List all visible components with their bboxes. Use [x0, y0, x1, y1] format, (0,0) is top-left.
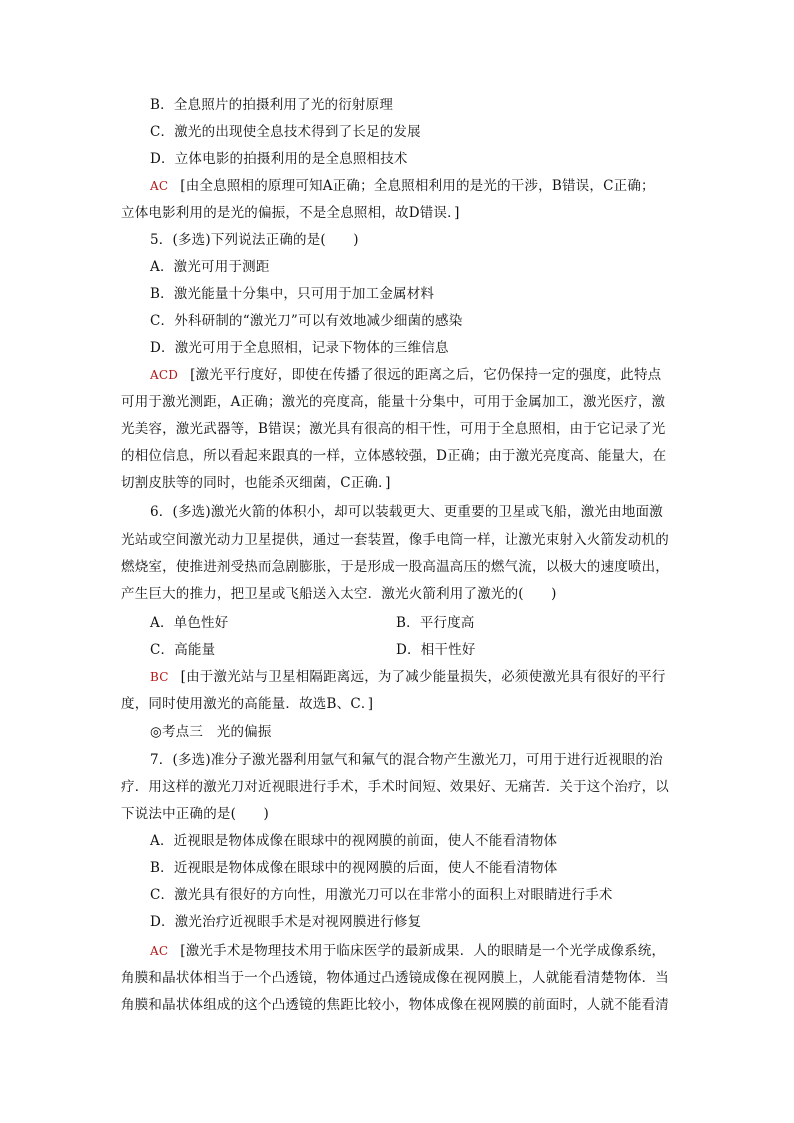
q5-stem: 5．(多选)下列说法正确的是( ): [150, 232, 359, 248]
q7-stem-line-3: 下说法中正确的是( ): [121, 806, 269, 822]
answer-key: ACD: [150, 368, 179, 382]
answer-explanation: [激光手术是物理技术用于临床医学的最新成果．人的眼睛是一个光学成像系统，: [180, 943, 666, 959]
q6-option-b: B．平行度高: [396, 615, 475, 631]
q6-option-a: A．单色性好: [150, 615, 229, 631]
q6-stem-line-1: 6．(多选)激光火箭的体积小，却可以装载更大、更重要的卫星或飞船，激光由地面激: [150, 504, 663, 520]
q7-answer-line-1: [150, 942, 665, 960]
q5-option-d: D．激光可用于全息照相，记录下物体的三维信息: [150, 340, 449, 356]
q7-answer-line-3: 角膜和晶状体组成的这个凸透镜的焦距比较小，物体成像在视网膜的前面时，人就不能看清: [121, 997, 669, 1013]
q6-option-d: D．相干性好: [396, 642, 476, 658]
q4-option-d: D．立体电影的拍摄利用的是全息照相技术: [150, 151, 408, 167]
q6-answer-line-2: 度，同时使用激光的高能量．故选B、C．]: [121, 696, 374, 712]
q5-answer-line-4: 的相位信息，所以看起来跟真的一样，立体感较强，D正确；由于激光亮度高、能量大，在: [121, 448, 667, 464]
answer-key: BC: [150, 670, 169, 684]
q7-option-a: A．近视眼是物体成像在眼球中的视网膜的前面，使人不能看清物体: [150, 833, 558, 849]
section-heading: ◎考点三 光的偏振: [150, 724, 272, 740]
q7-stem-line-1: 7．(多选)准分子激光器利用氩气和氟气的混合物产生激光刀，可用于进行近视眼的治: [150, 752, 663, 768]
answer-explanation: [激光平行度好，即使在传播了很远的距离之后，它仍保持一定的强度，此特点: [190, 367, 662, 383]
q4-option-b: B．全息照片的拍摄利用了光的衍射原理: [150, 97, 394, 113]
q6-stem-line-4: 产生巨大的推力，把卫星或飞船送入太空．激光火箭利用了激光的( ): [121, 586, 557, 602]
q5-option-b: B．激光能量十分集中，只可用于加工金属材料: [150, 286, 435, 302]
q7-option-c: C．激光具有很好的方向性，用激光刀可以在非常小的面积上对眼睛进行手术: [150, 887, 613, 903]
q7-option-b: B．近视眼是物体成像在眼球中的视网膜的后面，使人不能看清物体: [150, 860, 558, 876]
answer-key: AC: [150, 944, 169, 958]
q5-option-c: C．外科研制的“激光刀”可以有效地减少细菌的感染: [150, 313, 463, 329]
answer-key: AC: [150, 179, 169, 193]
q7-option-d: D．激光治疗近视眼手术是对视网膜进行修复: [150, 914, 422, 930]
q5-answer-line-3: 光美容，激光武器等，B错误；激光具有很高的相干性，可用于全息照相，由于它记录了光: [121, 421, 666, 437]
q5-answer-line-1: [150, 366, 661, 384]
q4-answer-line-2: 立体电影利用的是光的偏振，不是全息照相，故D错误．]: [121, 205, 460, 221]
answer-explanation: [由全息照相的原理可知A正确；全息照相利用的是光的干涉，B错误，C正确；: [180, 178, 655, 194]
q5-answer-line-2: 可用于激光测距，A正确；激光的亮度高，能量十分集中，可用于金属加工，激光医疗，激: [121, 394, 666, 410]
answer-explanation: [由于激光站与卫星相隔距离远，为了减少能量损失，必须使激光具有很好的平行: [180, 669, 666, 685]
q7-stem-line-2: 疗．用这样的激光刀对近视眼进行手术，手术时间短、效果好、无痛苦．关于这个治疗，以: [121, 779, 669, 795]
q5-option-a: A．激光可用于测距: [150, 259, 270, 275]
q6-option-c: C．高能量: [150, 642, 216, 658]
q6-stem-line-2: 光站或空间激光动力卫星提供，通过一套装置，像手电筒一样，让激光束射入火箭发动机的: [121, 532, 669, 548]
q6-answer-line-1: [150, 668, 666, 686]
q4-answer-line-1: [150, 177, 655, 195]
q5-answer-line-5: 切割皮肤等的同时，也能杀灭细菌，C正确．]: [121, 475, 391, 491]
q7-answer-line-2: 角膜和晶状体相当于一个凸透镜，物体通过凸透镜成像在视网膜上，人就能看清楚物体．当: [121, 970, 669, 986]
q4-option-c: C．激光的出现使全息技术得到了长足的发展: [150, 124, 421, 140]
q6-stem-line-3: 燃烧室，使推进剂受热而急剧膨胀，于是形成一股高温高压的燃气流，以极大的速度喷出，: [121, 559, 669, 575]
